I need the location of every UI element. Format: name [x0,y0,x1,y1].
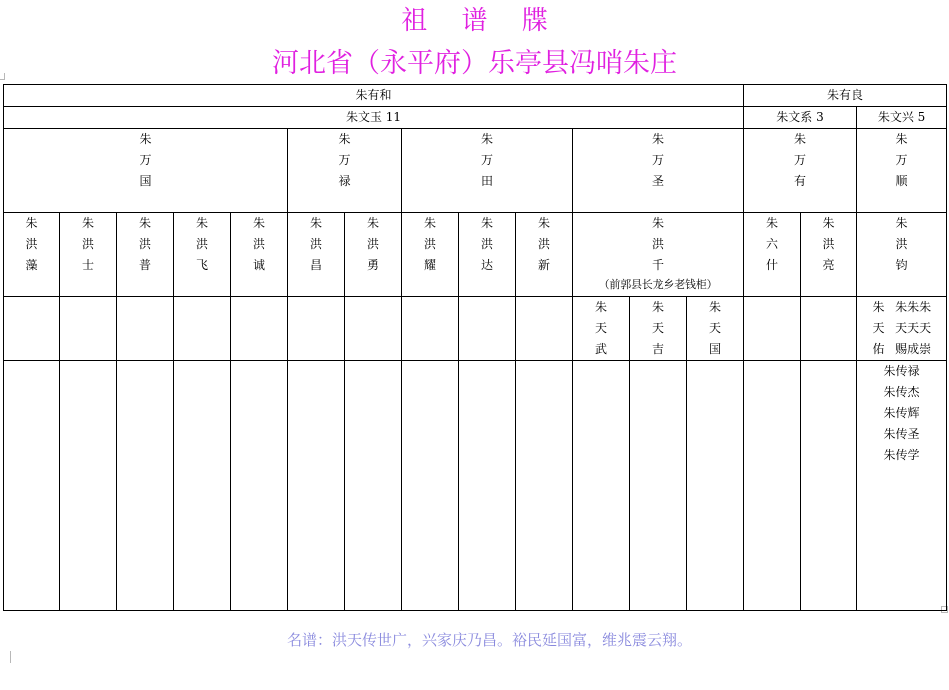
text-cursor [10,651,11,663]
generation-row-3 [4,129,947,213]
person-name: 朱万禄 [338,132,351,188]
person-name: 朱洪诚 [252,216,265,272]
person-cell [459,213,516,297]
empty-cell [117,361,174,611]
empty-cell [801,297,857,361]
person-cell [801,213,857,297]
person-name: 朱洪士 [81,216,94,272]
person-name: 朱洪千 [652,216,665,272]
person-cell [744,129,857,213]
person-group [895,297,931,360]
person-note: （前郭县长龙乡老钱柜） [598,278,718,291]
empty-cell [4,361,60,611]
person-count: 3 [816,110,824,124]
generation-row-5 [4,297,947,361]
person-cell [402,129,573,213]
person-cell [4,213,60,297]
empty-cell [231,361,288,611]
person-cell [573,213,744,297]
person-name: 朱传杰 [883,385,920,399]
empty-cell [459,361,516,611]
genealogy-table [3,84,947,611]
page-title: 祖 谱 牒 [401,6,548,36]
person-name: 朱天武 [594,300,607,356]
empty-cell [288,361,345,611]
person-name: 朱万国 [139,132,152,188]
person-cell [744,107,857,129]
empty-cell [117,297,174,361]
empty-cell [4,297,60,361]
person-name: 朱万顺 [895,132,908,188]
person-cell [345,213,402,297]
person-name: 朱天国 [709,300,722,356]
person-name: 朱文玉 [345,110,382,124]
person-name: 朱洪达 [480,216,493,272]
person-name: 朱洪飞 [195,216,208,272]
group-row: 赐成崇 [895,342,932,356]
person-cell [174,213,231,297]
empty-cell [459,297,516,361]
person-name: 朱传禄 [883,364,920,378]
person-list-cell [857,361,947,611]
ancestor-cell: 朱有良 [744,85,947,107]
person-name: 朱洪钧 [895,216,908,272]
empty-cell [402,361,459,611]
group-row: 天天天 [895,321,932,335]
person-cell [687,297,744,361]
person-name: 朱文兴 [877,110,914,124]
person-name: 朱万圣 [652,132,665,188]
empty-cell [231,297,288,361]
person-cell [4,107,744,129]
person-cell [857,129,947,213]
empty-cell [516,361,573,611]
person-cell [857,107,947,129]
person-name: 朱天佑 [872,300,885,356]
generation-poem: 名谱：洪天传世广，兴家庆乃昌。裕民延国富，维兆震云翔。 [287,631,693,649]
generation-row-4 [4,213,947,297]
page-subtitle: 河北省（永平府）乐亭县冯哨朱庄 [272,48,677,79]
ancestor-cell: 朱有和 [4,85,744,107]
generation-row-2 [4,107,947,129]
empty-cell [687,361,744,611]
group-row: 朱朱朱 [895,300,932,314]
empty-cell [345,361,402,611]
empty-cell [288,297,345,361]
person-name: 朱洪藻 [25,216,38,272]
empty-cell [402,297,459,361]
person-cell [117,213,174,297]
empty-cell [174,361,231,611]
person-cell [857,213,947,297]
empty-cell [573,361,630,611]
person-name: 朱洪昌 [309,216,322,272]
person-cell [857,297,947,361]
empty-cell [60,361,117,611]
person-cell [4,129,288,213]
person-cell [516,213,573,297]
person-cell [231,213,288,297]
empty-cell [744,297,801,361]
generation-row-1 [4,85,947,107]
person-name: 朱洪勇 [366,216,379,272]
empty-cell [516,297,573,361]
person-cell [573,129,744,213]
person-cell [288,129,402,213]
person-count: 5 [917,110,926,124]
person-cell [630,297,687,361]
empty-cell [630,361,687,611]
person-name: 朱万田 [480,132,493,188]
person-name: 朱洪普 [138,216,151,272]
person-cell [573,297,630,361]
person-name: 朱传圣 [883,427,920,441]
person-name: 朱六什 [766,216,779,272]
person-name: 朱天吉 [651,300,664,356]
empty-cell [744,361,801,611]
empty-cell [801,361,857,611]
person-name: 朱洪亮 [822,216,835,272]
generation-row-6 [4,361,947,611]
empty-cell [345,297,402,361]
person-name: 朱洪耀 [423,216,436,272]
person-cell [288,213,345,297]
person-name: 朱文系 [776,110,813,124]
person-name: 朱传学 [883,448,920,462]
empty-cell [60,297,117,361]
empty-cell [174,297,231,361]
person-cell [60,213,117,297]
person-cell [402,213,459,297]
person-cell [744,213,801,297]
person-name: 朱洪新 [537,216,550,272]
person-name: 朱万有 [794,132,807,188]
person-name: 朱传辉 [883,406,920,420]
person-count: 11 [385,110,402,124]
margin-marker-left [0,73,5,80]
